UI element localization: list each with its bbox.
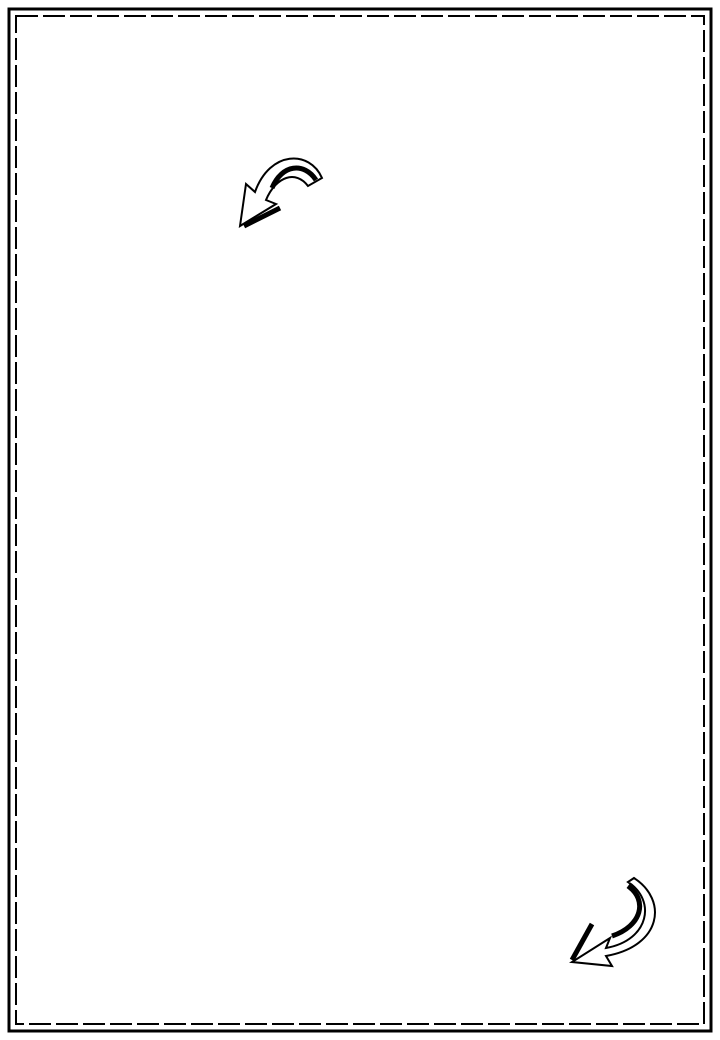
page-border-outer (9, 9, 711, 1031)
finish-arrow-icon (572, 878, 655, 966)
start-arrow-icon (240, 158, 322, 226)
page-border-inner (16, 16, 704, 1024)
